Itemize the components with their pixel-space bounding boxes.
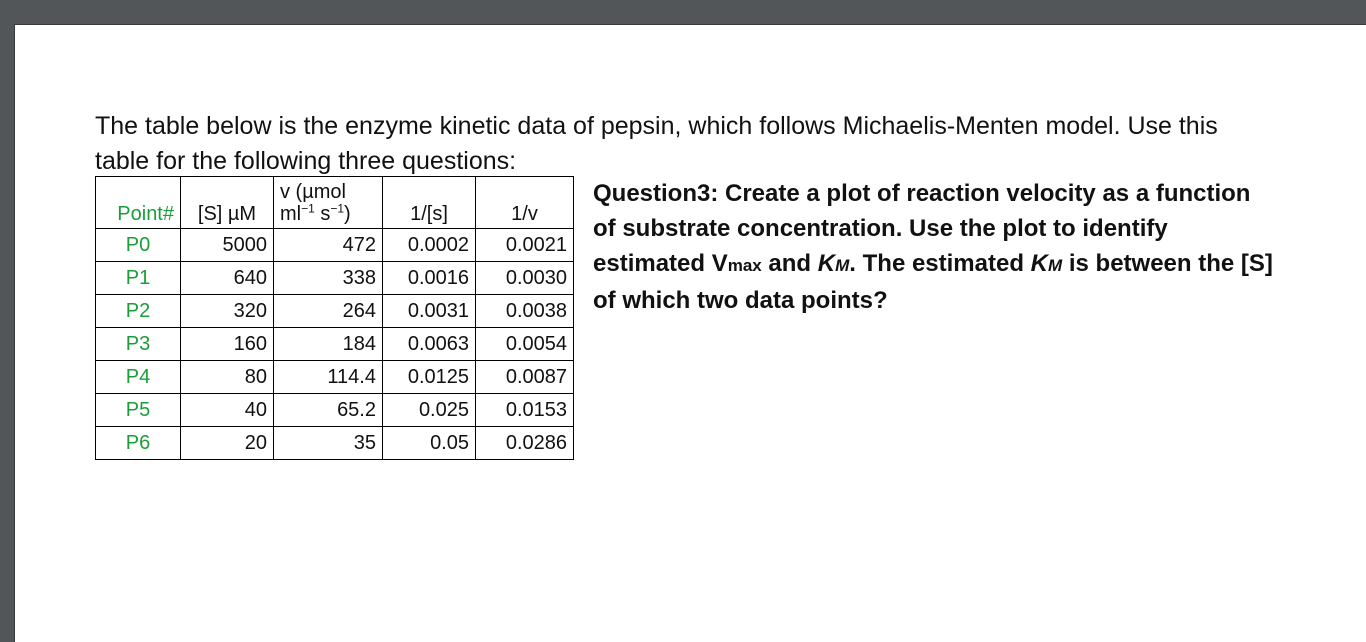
document-page (14, 24, 1366, 642)
table-row (96, 229, 574, 262)
intro-paragraph (95, 109, 1335, 179)
cell-inverse-velocity: 0.0054 (476, 328, 574, 361)
header-substrate: [S] µM (181, 177, 274, 229)
cell-inverse-velocity: 0.0038 (476, 295, 574, 328)
table-header-row (96, 177, 574, 229)
cell-inverse-substrate: 0.0002 (383, 229, 476, 262)
cell-inverse-velocity: 0.0286 (476, 427, 574, 460)
cell-inverse-velocity: 0.0030 (476, 262, 574, 295)
cell-inverse-velocity: 0.0153 (476, 394, 574, 427)
header-velocity-close: ) (344, 203, 351, 225)
cell-point: P2 (96, 295, 181, 328)
cell-inverse-substrate: 0.025 (383, 394, 476, 427)
cell-point: P0 (96, 229, 181, 262)
cell-substrate: 160 (181, 328, 274, 361)
cell-point: P3 (96, 328, 181, 361)
cell-inverse-substrate: 0.0031 (383, 295, 476, 328)
table-row (96, 361, 574, 394)
km-subscript-2: M (1048, 256, 1063, 275)
cell-point: P6 (96, 427, 181, 460)
cell-inverse-velocity: 0.0021 (476, 229, 574, 262)
km-subscript-1: M (835, 256, 850, 275)
cell-point: P5 (96, 394, 181, 427)
cell-velocity: 65.2 (274, 394, 383, 427)
cell-substrate: 80 (181, 361, 274, 394)
table-row (96, 295, 574, 328)
question-part-4: is between the [S] of which two data points? (593, 250, 1273, 314)
header-point: Point# (96, 177, 181, 229)
cell-velocity: 35 (274, 427, 383, 460)
question-part-3: . The estimated (849, 250, 1031, 277)
cell-point: P1 (96, 262, 181, 295)
intro-line-2: table for the following three questions: (95, 147, 517, 175)
cell-inverse-velocity: 0.0087 (476, 361, 574, 394)
header-velocity-exp2: −1 (330, 201, 345, 216)
vmax-subscript: max (727, 256, 762, 275)
table-row (96, 427, 574, 460)
cell-velocity: 338 (274, 262, 383, 295)
kinetic-data-table (95, 176, 574, 460)
header-inverse-substrate: 1/[s] (383, 177, 476, 229)
question-3-text (593, 176, 1273, 318)
question-part-1: Question3: Create a plot of reaction velocity as a function of substrate concentration. Use the plot to identify estimated V (593, 180, 1251, 277)
cell-inverse-substrate: 0.05 (383, 427, 476, 460)
cell-substrate: 320 (181, 295, 274, 328)
cell-velocity: 114.4 (274, 361, 383, 394)
km-symbol-1: K (817, 250, 836, 277)
header-velocity-ml: ml (280, 203, 302, 225)
cell-velocity: 472 (274, 229, 383, 262)
km-symbol-2: K (1030, 250, 1049, 277)
table-row (96, 328, 574, 361)
cell-substrate: 40 (181, 394, 274, 427)
cell-substrate: 5000 (181, 229, 274, 262)
header-velocity-exp1: −1 (301, 201, 315, 216)
question-part-2: and (761, 250, 818, 277)
cell-inverse-substrate: 0.0016 (383, 262, 476, 295)
intro-line-1: The table below is the enzyme kinetic data of pepsin, which follows Michaelis-Menten model. Use this (95, 112, 1218, 140)
cell-velocity: 264 (274, 295, 383, 328)
cell-point: P4 (96, 361, 181, 394)
cell-inverse-substrate: 0.0125 (383, 361, 476, 394)
header-velocity-s: s (314, 203, 331, 225)
cell-substrate: 20 (181, 427, 274, 460)
cell-substrate: 640 (181, 262, 274, 295)
header-inverse-velocity: 1/v (476, 177, 574, 229)
table-row (96, 394, 574, 427)
cell-velocity: 184 (274, 328, 383, 361)
cell-inverse-substrate: 0.0063 (383, 328, 476, 361)
header-velocity-line1: v (µmol (280, 181, 346, 203)
table-row (96, 262, 574, 295)
header-velocity (274, 177, 383, 229)
